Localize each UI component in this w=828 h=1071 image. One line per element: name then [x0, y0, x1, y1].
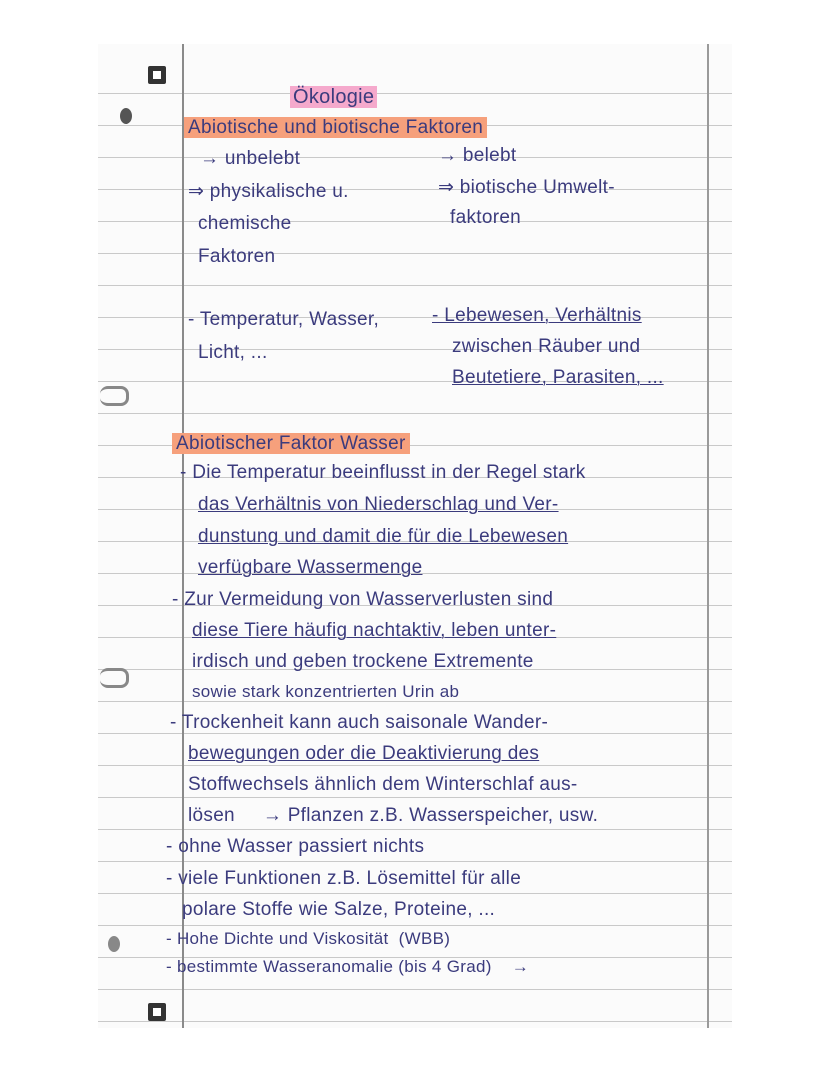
note-line: Beutetiere, Parasiten, ...	[452, 367, 664, 388]
note-line: - Hohe Dichte und Viskosität (WBB)	[166, 929, 451, 948]
note-line: - ohne Wasser passiert nichts	[166, 836, 425, 857]
note-line: das Verhältnis von Niederschlag und Ver-	[198, 494, 559, 515]
note-line: bewegungen oder die Deaktivierung des	[188, 743, 540, 764]
note-line: Stoffwechsels ähnlich dem Winterschlaf aus-	[188, 774, 578, 795]
note-line: → unbelebt	[200, 148, 301, 169]
note-line: ⇒ biotische Umwelt-	[438, 177, 615, 198]
corner-marker-icon	[148, 1003, 166, 1021]
section-heading: Abiotische und biotische Faktoren	[184, 117, 487, 139]
note-line: polare Stoffe wie Salze, Proteine, ...	[182, 899, 496, 920]
note-line: verfügbare Wassermenge	[198, 557, 423, 578]
note-line: - Temperatur, Wasser,	[188, 309, 380, 330]
page-title: Ökologie	[290, 86, 377, 109]
note-line: faktoren	[450, 207, 522, 228]
note-line: irdisch und geben trockene Extremente	[192, 651, 534, 672]
note-line: - Lebewesen, Verhältnis	[432, 305, 642, 326]
punch-hole	[120, 108, 132, 124]
section-heading: Abiotischer Faktor Wasser	[172, 433, 410, 455]
note-line: - Trockenheit kann auch saisonale Wander-	[170, 712, 549, 733]
note-line: - Zur Vermeidung von Wasserverlusten sind	[172, 589, 554, 610]
note-line: dunstung und damit die für die Lebewesen	[198, 526, 569, 547]
punch-hole	[108, 936, 120, 952]
note-line: - viele Funktionen z.B. Lösemittel für alle	[166, 868, 522, 889]
note-line: lösen → Pflanzen z.B. Wasserspeicher, usw.	[188, 805, 599, 826]
note-line: chemische	[198, 213, 292, 234]
binder-ring	[100, 668, 129, 688]
note-line: - Die Temperatur beeinflusst in der Regel stark	[180, 462, 586, 483]
note-line: diese Tiere häufig nachtaktiv, leben unter-	[192, 620, 557, 641]
binder-ring	[100, 386, 129, 406]
note-line: ⇒ physikalische u.	[188, 181, 349, 202]
note-line: sowie stark konzentrierten Urin ab	[192, 682, 460, 701]
note-line: Licht, ...	[198, 342, 268, 363]
note-line: - bestimmte Wasseranomalie (bis 4 Grad) →	[166, 957, 530, 976]
right-margin-line	[707, 44, 709, 1028]
note-line: zwischen Räuber und	[452, 336, 641, 357]
note-line: → belebt	[438, 145, 517, 166]
corner-marker-icon	[148, 66, 166, 84]
note-line: Faktoren	[198, 246, 276, 267]
